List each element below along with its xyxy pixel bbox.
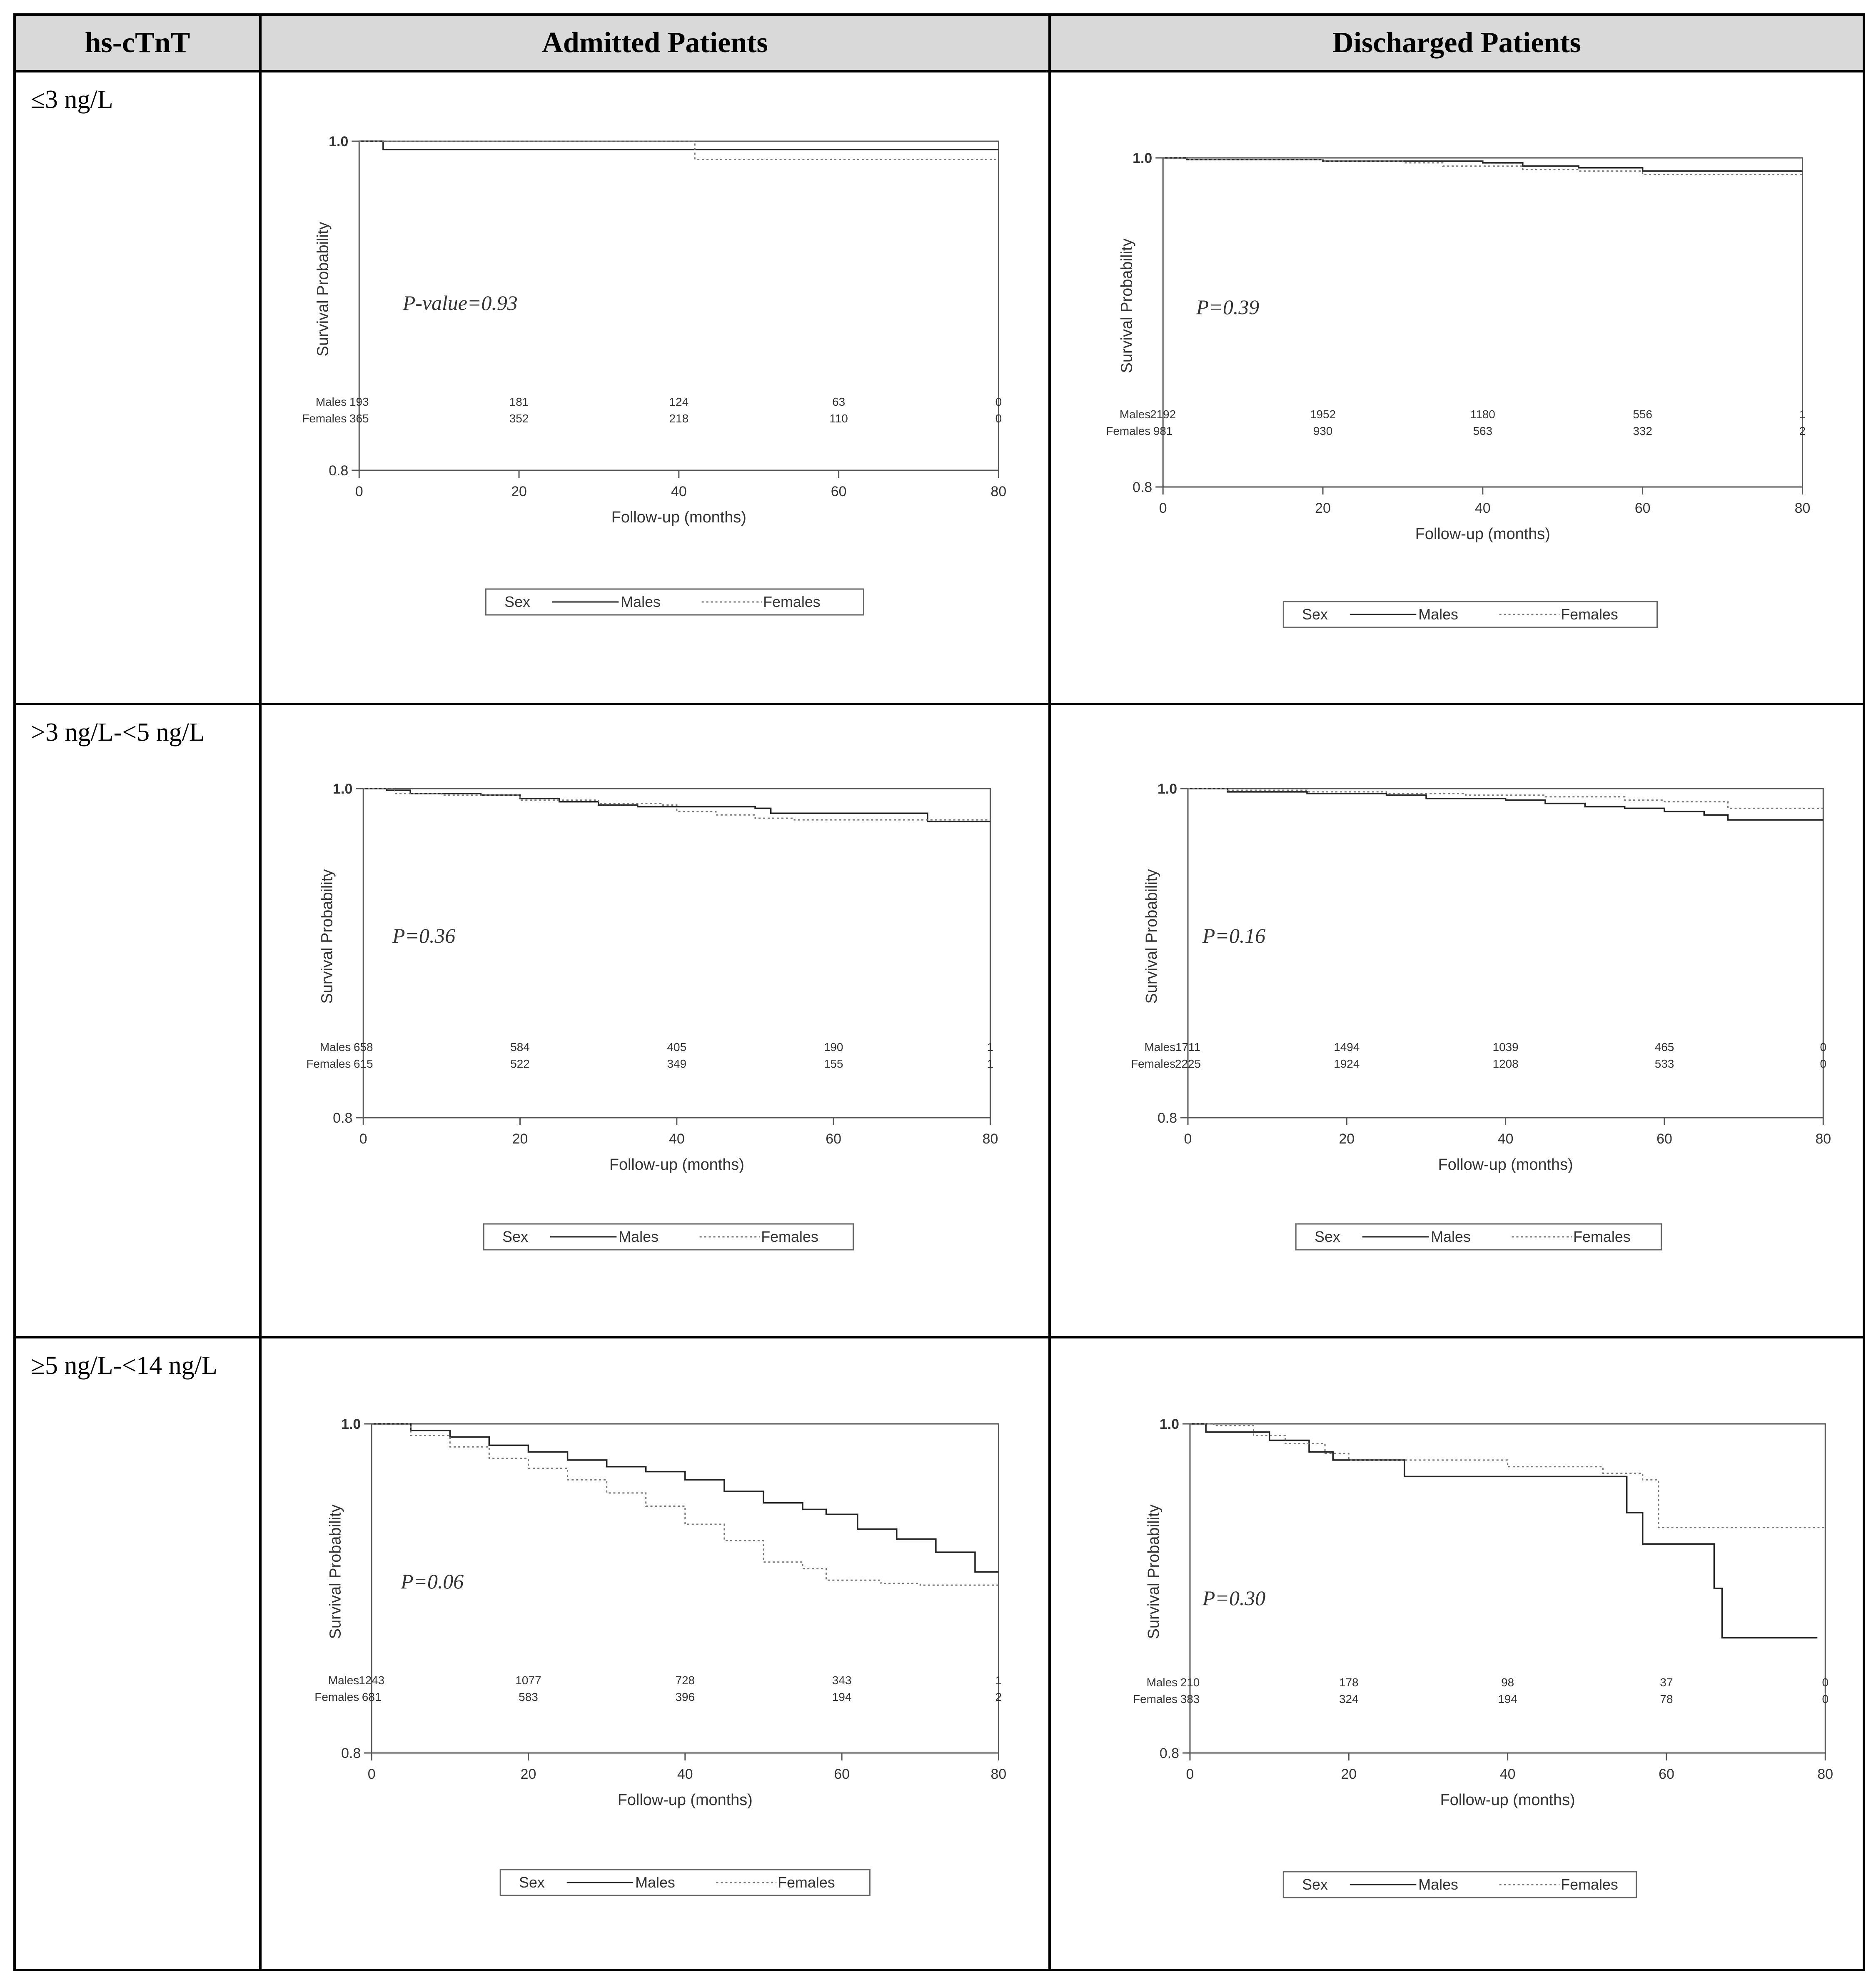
chart-cell — [1050, 704, 1864, 1337]
risk-count: 2225 — [1175, 1057, 1201, 1071]
risk-count: 324 — [1339, 1692, 1359, 1705]
km-chart-row1-admitted — [262, 72, 1048, 702]
risk-count: 0 — [995, 412, 1002, 425]
legend-entry: Females — [1561, 1875, 1618, 1893]
y-tick-label: 1.0 — [1133, 150, 1153, 167]
risk-count: 1077 — [515, 1673, 541, 1687]
header-discharged-patients: Discharged Patients — [1050, 15, 1864, 71]
x-tick-label: 0 — [1186, 1766, 1194, 1782]
legend-entry: Males — [1431, 1228, 1471, 1246]
risk-count: 981 — [1153, 424, 1173, 438]
risk-count: 681 — [362, 1690, 382, 1703]
risk-count: 0 — [1820, 1057, 1827, 1071]
risk-count: 556 — [1633, 407, 1652, 421]
risk-count: 658 — [353, 1041, 373, 1054]
risk-count: 1711 — [1175, 1041, 1200, 1054]
legend-title: Sex — [1302, 605, 1328, 623]
x-tick-label: 60 — [1659, 1766, 1674, 1782]
y-axis-label: Survival Probability — [327, 1504, 344, 1639]
survival-curve-males — [359, 141, 998, 150]
risk-count: 615 — [353, 1057, 373, 1071]
risk-count: 1 — [987, 1057, 994, 1071]
legend-entry: Females — [763, 593, 821, 611]
chart-cell — [1050, 1337, 1864, 1970]
x-tick-label: 80 — [982, 1131, 998, 1147]
risk-count: 1 — [995, 1673, 1002, 1687]
survival-curve-males — [1190, 1424, 1817, 1638]
x-tick-label: 0 — [359, 1131, 367, 1147]
y-tick-label: 1.0 — [1157, 781, 1177, 797]
row-label: ≤3 ng/L — [15, 71, 260, 704]
risk-group-label: Females — [1133, 1692, 1178, 1705]
risk-group-label: Females — [1106, 424, 1151, 438]
x-tick-label: 40 — [669, 1131, 685, 1147]
risk-count: 383 — [1180, 1692, 1200, 1705]
risk-count: 343 — [832, 1673, 852, 1687]
legend-entry: Females — [761, 1228, 818, 1246]
y-axis-label: Survival Probability — [318, 869, 336, 1004]
risk-count: 1 — [987, 1041, 994, 1054]
x-axis-label: Follow-up (months) — [1415, 525, 1550, 543]
km-chart-row3-discharged — [1051, 1338, 1863, 1968]
x-tick-label: 40 — [677, 1766, 693, 1782]
risk-count: 0 — [1822, 1675, 1829, 1689]
risk-count: 583 — [519, 1690, 538, 1703]
p-value-annotation: P=0.39 — [1196, 295, 1260, 319]
risk-count: 210 — [1180, 1675, 1200, 1689]
legend-entry: Males — [621, 593, 661, 611]
y-tick-label: 1.0 — [1159, 1416, 1180, 1432]
y-tick-label: 0.8 — [341, 1745, 361, 1761]
x-tick-label: 40 — [1497, 1131, 1514, 1147]
x-tick-label: 60 — [831, 483, 847, 500]
risk-count: 332 — [1633, 424, 1652, 438]
risk-count: 1243 — [359, 1673, 385, 1687]
x-axis-label: Follow-up (months) — [611, 508, 746, 527]
x-tick-label: 40 — [671, 483, 687, 500]
legend-title: Sex — [1315, 1228, 1340, 1246]
y-tick-label: 0.8 — [1159, 1745, 1180, 1761]
y-axis-label: Survival Probability — [314, 222, 332, 357]
table-row — [15, 1337, 1864, 1970]
risk-group-label: Females — [306, 1057, 351, 1071]
x-tick-label: 0 — [1159, 500, 1167, 517]
survival-curve-males — [1188, 789, 1823, 820]
results-table — [13, 13, 1865, 1971]
plot-frame — [1163, 158, 1802, 487]
y-tick-label: 0.8 — [1133, 479, 1153, 496]
y-axis-label: Survival Probability — [1143, 869, 1161, 1004]
risk-count: 1952 — [1310, 407, 1336, 421]
risk-group-label: Females — [314, 1690, 359, 1703]
risk-group-label: Females — [302, 412, 347, 425]
risk-count: 1 — [1799, 407, 1806, 421]
row-label: ≥5 ng/L-<14 ng/L — [15, 1337, 260, 1970]
row-label: >3 ng/L-<5 ng/L — [15, 704, 260, 1337]
risk-count: 181 — [509, 395, 529, 409]
x-tick-label: 60 — [1656, 1131, 1672, 1147]
survival-curve-females — [372, 1424, 998, 1585]
risk-count: 0 — [995, 395, 1002, 409]
risk-count: 584 — [510, 1041, 530, 1054]
y-tick-label: 0.8 — [1157, 1110, 1177, 1126]
risk-count: 352 — [509, 412, 529, 425]
legend-entry: Males — [635, 1873, 675, 1891]
y-axis-label: Survival Probability — [1145, 1504, 1163, 1639]
y-tick-label: 0.8 — [329, 462, 349, 479]
risk-count: 1208 — [1492, 1057, 1519, 1071]
risk-count: 349 — [667, 1057, 687, 1071]
x-tick-label: 20 — [1341, 1766, 1357, 1782]
p-value-annotation: P=0.36 — [392, 924, 456, 948]
survival-curve-females — [1163, 158, 1802, 175]
p-value-annotation: P=0.06 — [400, 1570, 464, 1593]
risk-group-label: Males — [328, 1673, 359, 1687]
x-tick-label: 80 — [1794, 500, 1811, 517]
chart-cell — [260, 71, 1050, 704]
risk-count: 190 — [823, 1041, 843, 1054]
x-tick-label: 80 — [1817, 1766, 1834, 1782]
risk-count: 0 — [1820, 1041, 1827, 1054]
risk-count: 396 — [675, 1690, 695, 1703]
chart-cell — [260, 704, 1050, 1337]
risk-count: 98 — [1501, 1675, 1514, 1689]
table-row — [15, 71, 1864, 704]
p-value-annotation: P=0.30 — [1202, 1586, 1266, 1610]
km-chart-row2-discharged — [1051, 705, 1863, 1334]
x-tick-label: 80 — [1815, 1131, 1831, 1147]
risk-count: 193 — [349, 395, 369, 409]
x-tick-label: 60 — [1634, 500, 1651, 517]
x-tick-label: 0 — [355, 483, 363, 500]
legend-entry: Females — [1561, 605, 1618, 623]
legend-title: Sex — [504, 593, 530, 611]
x-axis-label: Follow-up (months) — [609, 1156, 744, 1174]
x-axis-label: Follow-up (months) — [1440, 1791, 1575, 1809]
x-tick-label: 80 — [990, 483, 1007, 500]
legend-title: Sex — [502, 1228, 529, 1246]
x-tick-label: 20 — [511, 483, 527, 500]
x-axis-label: Follow-up (months) — [617, 1791, 753, 1809]
risk-count: 533 — [1654, 1057, 1674, 1071]
km-chart-row2-admitted — [262, 705, 1048, 1334]
table-row — [15, 704, 1864, 1337]
legend-title: Sex — [1302, 1875, 1328, 1893]
risk-count: 563 — [1473, 424, 1493, 438]
header-hs-ctnt: hs-cTnT — [15, 15, 260, 71]
y-axis-label: Survival Probability — [1118, 238, 1136, 373]
y-tick-label: 1.0 — [329, 133, 349, 150]
risk-count: 2192 — [1150, 407, 1176, 421]
risk-count: 465 — [1654, 1041, 1674, 1054]
km-chart-row1-discharged — [1051, 72, 1863, 702]
x-tick-label: 20 — [520, 1766, 536, 1782]
x-tick-label: 20 — [1315, 500, 1331, 517]
x-tick-label: 0 — [1184, 1131, 1192, 1147]
x-axis-label: Follow-up (months) — [1438, 1156, 1573, 1174]
risk-count: 194 — [1498, 1692, 1517, 1705]
x-tick-label: 60 — [826, 1131, 841, 1147]
chart-cell — [260, 1337, 1050, 1970]
legend-entry: Males — [1418, 605, 1459, 623]
legend-title: Sex — [519, 1873, 545, 1891]
legend-entry: Males — [619, 1228, 659, 1246]
survival-curve-females — [1190, 1424, 1825, 1528]
x-tick-label: 80 — [990, 1766, 1007, 1782]
risk-count: 1039 — [1492, 1041, 1519, 1054]
y-tick-label: 0.8 — [333, 1110, 353, 1126]
x-tick-label: 40 — [1499, 1766, 1516, 1782]
risk-count: 2 — [995, 1690, 1002, 1703]
y-tick-label: 1.0 — [341, 1416, 361, 1432]
risk-count: 1924 — [1334, 1057, 1360, 1071]
chart-cell — [1050, 71, 1864, 704]
x-tick-label: 20 — [512, 1131, 528, 1147]
risk-count: 405 — [667, 1041, 687, 1054]
survival-curve-males — [372, 1424, 998, 1572]
x-tick-label: 60 — [834, 1766, 850, 1782]
x-tick-label: 20 — [1339, 1131, 1355, 1147]
header-row — [15, 15, 1864, 71]
risk-count: 522 — [510, 1057, 530, 1071]
legend-entry: Males — [1418, 1875, 1459, 1893]
risk-group-label: Males — [319, 1041, 351, 1054]
risk-count: 218 — [669, 412, 689, 425]
risk-count: 728 — [675, 1673, 695, 1687]
risk-count: 1180 — [1470, 407, 1495, 421]
risk-group-label: Females — [1131, 1057, 1176, 1071]
x-tick-label: 40 — [1474, 500, 1491, 517]
risk-group-label: Males — [1119, 407, 1151, 421]
risk-count: 194 — [832, 1690, 852, 1703]
survival-curve-females — [359, 141, 998, 160]
risk-count: 124 — [669, 395, 689, 409]
km-chart-row3-admitted — [262, 1338, 1048, 1968]
risk-count: 930 — [1313, 424, 1333, 438]
risk-count: 365 — [349, 412, 369, 425]
risk-group-label: Males — [315, 395, 347, 409]
risk-count: 0 — [1822, 1692, 1829, 1705]
risk-group-label: Males — [1144, 1041, 1176, 1054]
risk-count: 155 — [823, 1057, 843, 1071]
risk-count: 78 — [1660, 1692, 1673, 1705]
risk-count: 110 — [829, 412, 848, 425]
risk-count: 37 — [1660, 1675, 1673, 1689]
legend-entry: Females — [778, 1873, 835, 1891]
p-value-annotation: P-value=0.93 — [402, 291, 518, 315]
risk-count: 178 — [1339, 1675, 1359, 1689]
risk-group-label: Males — [1146, 1675, 1178, 1689]
risk-count: 63 — [832, 395, 846, 409]
p-value-annotation: P=0.16 — [1202, 924, 1266, 948]
y-tick-label: 1.0 — [333, 781, 353, 797]
risk-count: 2 — [1799, 424, 1806, 438]
risk-count: 1494 — [1334, 1041, 1360, 1054]
header-admitted-patients: Admitted Patients — [260, 15, 1050, 71]
x-tick-label: 0 — [367, 1766, 376, 1782]
legend-entry: Females — [1573, 1228, 1631, 1246]
